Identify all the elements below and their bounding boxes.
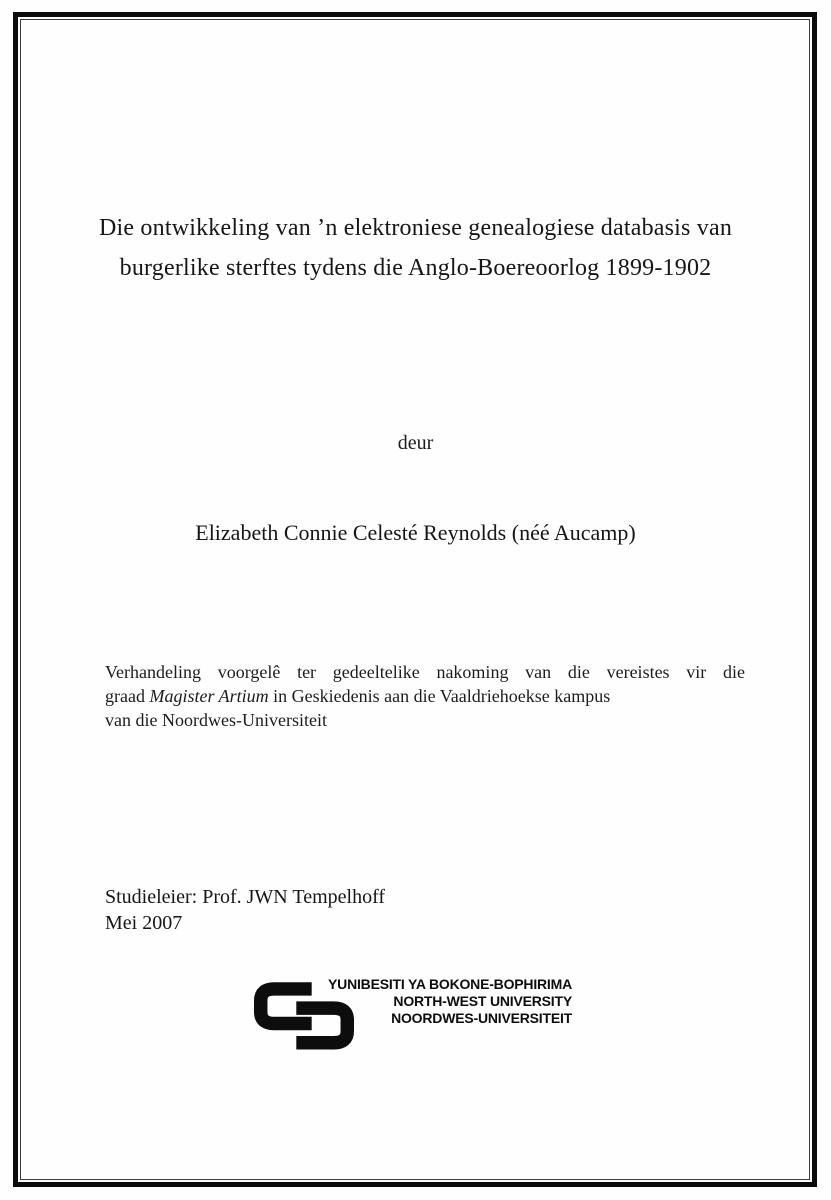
logo-line-setswana: YUNIBESITI YA BOKONE-BOPHIRIMA [328,976,572,992]
logo-line-afrikaans: NOORDWES-UNIVERSITEIT [391,1010,572,1026]
university-logo-wordmark [318,976,572,1027]
submission-line3: van die Noordwes-Universiteit [105,710,327,730]
submission-statement [105,660,745,732]
thesis-title [60,208,771,288]
submission-line2-suffix: in Geskiedenis aan die Vaaldriehoekse kampus [268,686,611,706]
byline-label: deur [397,432,434,454]
submission-line2 [105,684,745,708]
author-name: Elizabeth Connie Celesté Reynolds (néé Aucamp) [195,520,636,545]
thesis-title-line1: Die ontwikkeling van ’n elektroniese genealogiese databasis van [98,215,733,241]
submission-line2-prefix: graad [105,686,150,706]
submission-date: Mei 2007 [105,912,183,934]
supervisor-name: Studieleier: Prof. JWN Tempelhoff [105,886,386,908]
degree-name-italic: Magister Artium [149,686,269,706]
supervisor-block [105,884,385,936]
thesis-title-line2: burgerlike sterftes tydens die Anglo-Boereoorlog 1899-1902 [119,255,712,281]
logo-line-english: NORTH-WEST UNIVERSITY [393,993,572,1009]
university-logo [254,970,574,1056]
submission-line1: Verhandeling voorgelê ter gedeeltelike nakoming van die vereistes vir die [105,662,745,682]
